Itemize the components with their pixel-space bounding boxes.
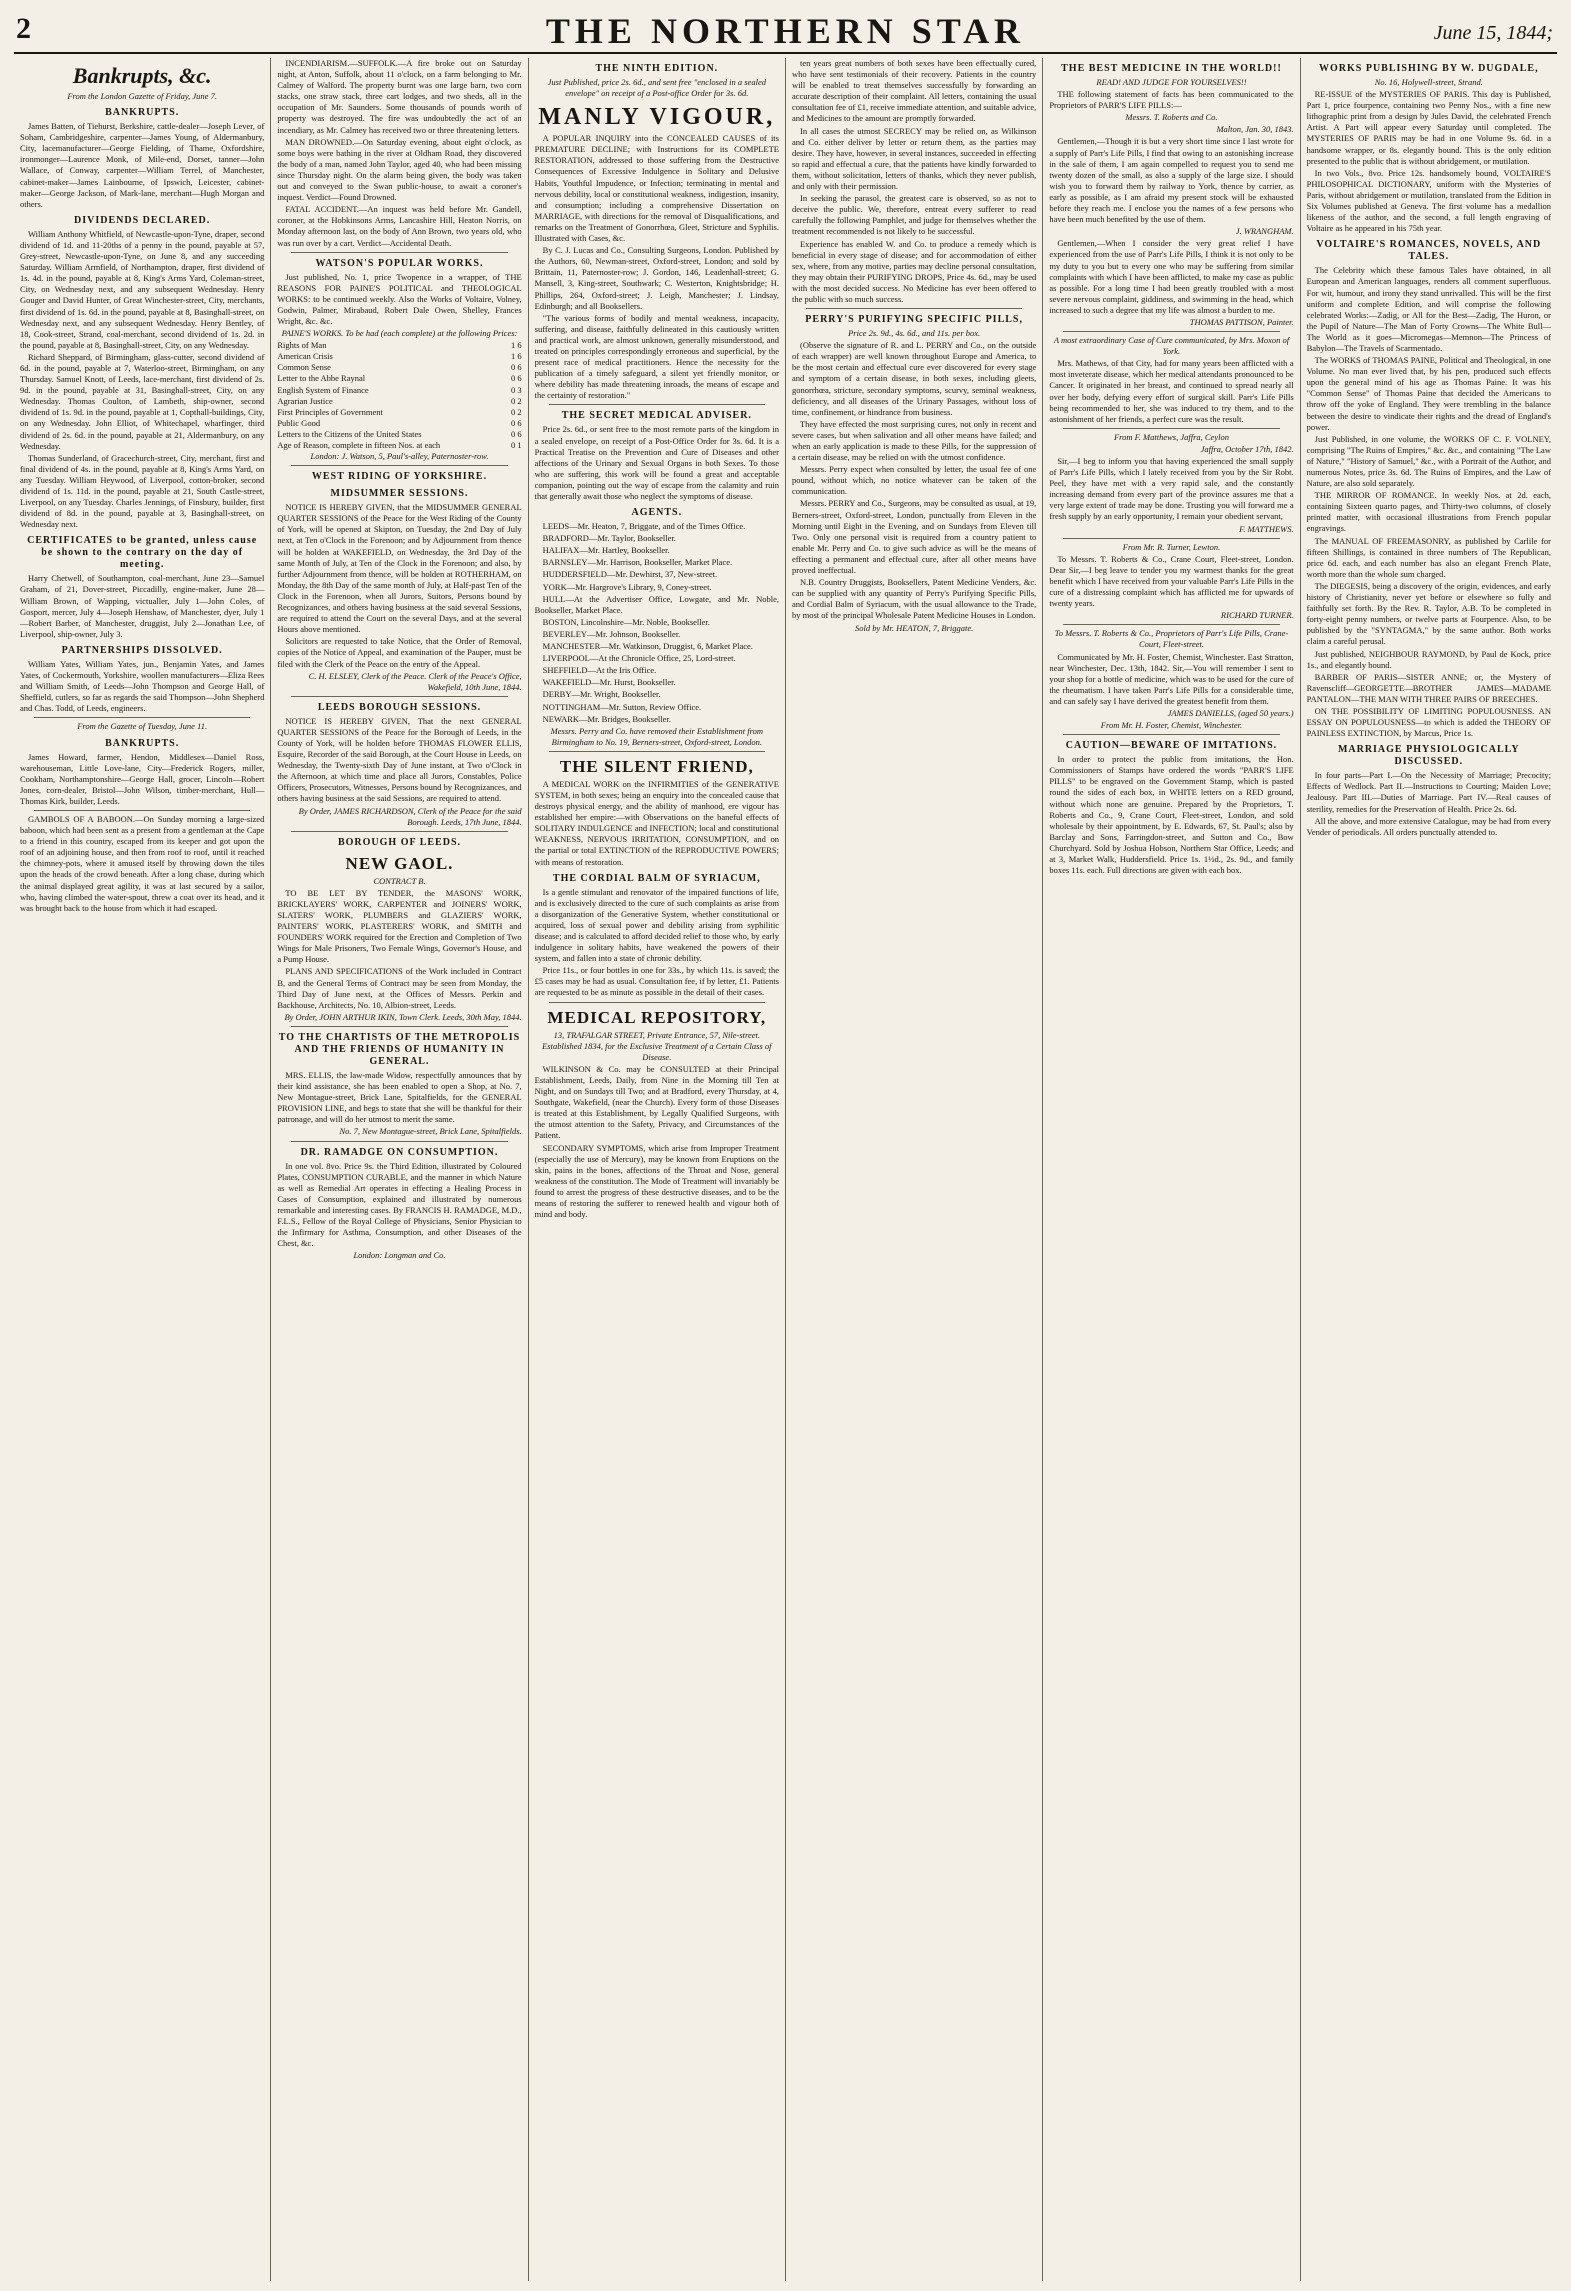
price-row: Age of Reason, complete in fifteen Nos. at each 0 1 xyxy=(277,440,522,450)
agent-item: DERBY—Mr. Wright, Bookseller. xyxy=(542,689,661,700)
drowned-text: MAN DROWNED.—On Saturday evening, about eight o'clock, as some boys were bathing in the river at Oldham Road, they discovered the body of a man, named John Taylor, aged 40, who had been missing since Thursday night. On the alarm being given, the body was taken out and conveyed to the Swan public-house, to await a coroner's inquest. Verdict—Found Drowned. xyxy=(277,136,522,203)
divider xyxy=(291,831,507,832)
column-5 xyxy=(1043,58,1300,2281)
agent-item: HUDDERSFIELD—Mr. Dewhirst, 37, New-street. xyxy=(542,569,718,580)
divider xyxy=(1063,624,1279,625)
divider xyxy=(291,252,507,253)
bankrupts-text: James Batten, of Tiehurst, Berkshire, cattle-dealer—Joseph Lever, of Soham, Cambridgeshire, carpenter—James Young, of Aldermanbury, City, lacemanufacturer—George Fielding, of Thame, Oxfordshire, ironmonger—Laurence Monk, of Mile-end, Dorset, tanner—John Wallace, of Conway, carpenter—William Terrel, of Manchester, cabinet-maker—James Lainbourne, of Ipswich, Leicester, cabinet-maker—George Jackson, of Mark-lane, merchant—Hugh Morgan and others. xyxy=(20,121,265,209)
divider xyxy=(549,751,765,752)
mysteries-text: RE-ISSUE of the MYSTERIES OF PARIS. This day is Published, Part 1, price fourpence, containing two Penny Nos., with a fine new lithographic print from a design by Jules David, the celebrated French Artist. A Part will appear every Saturday until completed. The MYSTERIES OF PARIS may be had in one Volume 9s. 6d. in a handsome wrapper, or 8s. elegantly bound. This is the only edition presented to the public that is without abridgement, or mutilation. xyxy=(1306,89,1551,166)
caution-text: In order to protect the public from imitations, the Hon. Commissioners of Stamps have ordered the words "PARR'S LIFE PILLS" to be engraved on the Government Stamp, which is pasted round the sides of each box, in WHITE letters on a RED ground, without which none are genuine. Prepared by the Proprietors, T. Roberts and Co., 9, Crane Court, Fleet-street, London, and sold wholesale by their appointment, by E. Edwards, 67, St. Paul's; also by Barclay and Sons, Farringdon-street, and Sutton and Co., Bow Churchyard. Sold by Joshua Hobson, Northern Star Office, Leeds; and at 3, Market Walk, Huddersfield. Price 1s. 1½d., 2s. 9d., and family boxes 11s. each. Full directions are given with each box. xyxy=(1049,754,1294,876)
divider xyxy=(1063,428,1279,429)
midsummer-label: MIDSUMMER SESSIONS. xyxy=(330,488,469,500)
consult-text: Experience has enabled W. and Co. to produce a remedy which is beneficial in every stage of disease; and for accommodation of either sex, where, from any motive, parties may decline personal consultation, they may obtain their PURIFYING DROPS, Price 4s. 6d., may be used with the most decided success. No Medicine has ever been offered to the public with so much success. xyxy=(791,238,1037,304)
contract-label: CONTRACT B. xyxy=(373,875,426,886)
agent-item: BOSTON, Lincolnshire—Mr. Noble, Bookseller. xyxy=(542,616,710,627)
winchester-to: To Messrs. T. Roberts & Co., Proprietors of Parr's Life Pills, Crane-Court, Fleet-street. xyxy=(1054,628,1289,650)
masthead xyxy=(14,8,1557,54)
medical-repository-heading: MEDICAL REPOSITORY, xyxy=(547,1007,767,1027)
agent-item: MANCHESTER—Mr. Watkinson, Druggist, 6, Market Place. xyxy=(542,641,753,652)
midsummer-text-2: Solicitors are requested to take Notice, that the Order of Removal, copies of the Notice of Appeal, and examination of the Pauper, must be filed with the Clerk of the Peace on the entry of the Appeal. xyxy=(277,636,522,669)
secret-text: Price 2s. 6d., or sent free to the most remote parts of the kingdom in a sealed envelope, on receipt of a Post-Office Order for 3s. 6d. It is a Practical Treatise on the Prevention and Cure of Diseases and other affections of the Urinary and Sexual Organs in both Sexes. To those who are suffering, this work will be found a great and acceptable companion, pointing out the way of escape from the calamity and ruin that generally await those who neglect the symptoms of disease. xyxy=(534,424,779,501)
barber-text: BARBER OF PARIS—SISTER ANNE; or, the Mystery of Ravenscliff—GEORGETTE—BROTHER JAMES—MADAME PANTALON—THE MAN WITH THREE PAIRS OF BREECHES. xyxy=(1306,671,1551,704)
price-row: Common Sense 0 6 xyxy=(277,362,522,373)
incendiarism-text: INCENDIARISM.—SUFFOLK.—A fire broke out on Saturday night, at Anton, Suffolk, about 11 o'clock, on a farm belonging to Mr. Calmey of Walford. The property burnt was one large barn, two corn stacks, one straw stack, three cart lodges, and two sheds, all in the occupation of Mr. Saunders. Some thousands of pounds worth of property was destroyed. The fire was undoubtedly the act of an incendiary, as Mr. Calmey has received two or three threatening letters. xyxy=(277,58,522,135)
watson-list-label: PAINE'S WORKS. To be had (each complete) at the following Prices: xyxy=(281,328,518,339)
divider xyxy=(1063,331,1279,332)
borough-heading: BOROUGH OF LEEDS. xyxy=(337,836,462,848)
divider xyxy=(34,810,250,811)
ceylon-text: Sir,—I beg to inform you that having experienced the small supply of Parr's Life Pills, which I lately received from you by the Sir Robt. Peel, they have met with a very rapid sale, and the constantly increasing demand from every part of the province assures me that a very large extent of trade may be done. Trusting you will forward me a fresh supply by an early opportunity, I remain your obedient servant, xyxy=(1049,456,1294,522)
price-row: First Principles of Government 0 2 xyxy=(277,406,522,417)
column-2 xyxy=(271,58,528,2281)
volney-text: Just Published, in one volume, the WORKS OF C. F. VOLNEY, comprising "The Ruins of Empires," &c. &c., and containing "The Law of Nature," "History of Samuel," &c., with a Portrait of the Author, and numerous Notes, price 3s. 6d. The Ruins of Empires, and the Law of Nature, are also sold separately. xyxy=(1306,433,1551,489)
west-riding-heading: WEST RIDING OF YORKSHIRE. xyxy=(311,471,488,483)
divider xyxy=(291,1141,507,1142)
romances-text: The Celebrity which these famous Tales have obtained, in all European and American languages, renders all comment superfluous. For wit, humour, and irony they stand unrivalled. This will be the first uniform and complete Edition, and will comprise the following celebrated Works:—Zadig, or All for the Best—Zadig, The Huron, or the Pupil of Nature—The Man of Forty Crowns—The White Bull—The World as it goes—Micromegas—Memnon—The Princess of Babylon—The Travels of Scarmentado. xyxy=(1306,265,1551,353)
column-1 xyxy=(14,58,271,2281)
midsummer-text: NOTICE IS HEREBY GIVEN, that the MIDSUMMER GENERAL QUARTER SESSIONS of the Peace for the West Riding of the County of York, will be opened at Skipton, on Tuesday, the 2nd Day of July next, at Ten o'Clock in the Forenoon; and by Adjournment from thence will be holden at WAKEFIELD, on Wednesday, the 3rd Day of the same Month of July, at Ten of the Clock in the Forenoon; and also, by further Adjournment from thence, will be holden at ROTHERHAM, on Monday, the 8th Day of the same month of July, at Half-past Ten of the Clock in the Forenoon, when all Jurors, Suitors, Persons bound by Recognizances, and others having business at the said several Sessions, are required to attend the Court on the several Days, and at the several Hours above mentioned. xyxy=(277,502,522,635)
tuesday-text: James Howard, farmer, Hendon, Middlesex—Daniel Ross, warehouseman, Little Love-lane, City—Frederick Rogers, miller, Cookham, Northamptonshire—George Hall, grocer, Lincoln—Robert Jones, corn-dealer, Bristol—John Wilson, timber-merchant, Hull—Thomas Kirk, builder, Leeds. xyxy=(20,751,265,806)
watson-intro: Just published, No. 1, price Twopence in a wrapper, of THE REASONS FOR PAINE'S POLITICAL and THEOLOGICAL WORKS: to be continued weekly. Also the Works of Voltaire, Volney, Godwin, Palmer, Mirabaud, Robert Dale Owen, Shelley, Frances Wright, &c. &c. xyxy=(277,271,522,326)
paine-text: The WORKS of THOMAS PAINE, Political and Theological, in one Volume. No man ever lived that, by his pen, produced such effects upon the general mind of his age as Thomas Paine. It was his "Common Sense" of Thomas Paine that decided the Americans to throw off the yoke of England. They were trembling in the balance between the desire to vindicate their rights and the dread of England's power. xyxy=(1306,355,1551,432)
price-row: English System of Finance 0 3 xyxy=(277,384,522,395)
lewton-text: To Messrs. T. Roberts & Co., Crane Court, Fleet-street, London. Dear Sir,—I beg leave to tender you my warmest thanks for the great benefit which I have received from your valuable Parr's Life Pills in the cure of a distressing complaint which has afflicted me for upwards of twenty years. xyxy=(1049,553,1294,609)
newspaper-title: THE NORTHERN STAR xyxy=(545,11,1026,51)
wilkinson-text-3: In seeking the parasol, the greatest care is observed, so as not to deceive the public. We, therefore, entreat every sufferer to read carefully the following Pamphlet, and judge for themselves whether the treatment recommended is not likely to be successful. xyxy=(791,193,1037,237)
tuesday-subhead: From the Gazette of Tuesday, June 11. xyxy=(77,721,208,732)
issue-date: June 15, 1844; xyxy=(1433,22,1553,44)
diegesis-text: The DIEGESIS, being a discovery of the origin, evidences, and early history of Christianity, never yet before or elsewhere so fully and faithfully set forth. By the Rev. R. Taylor, A.B. To be completed in forty-eight penny numbers, or twelve parts at Fourpence. Also, to be published by the "SYNTAGMA," by the same author. Both works claim a careful perusal. xyxy=(1306,580,1551,647)
divider xyxy=(291,1026,507,1027)
mirror-romance-text: THE MIRROR OF ROMANCE. In weekly Nos. at 2d. each, containing Sixteen quarto pages, and Thirty-two columns, of closely printed matter, with occasional illustrations from French popular engravings. xyxy=(1306,490,1551,534)
silent-text: A MEDICAL WORK on the INFIRMITIES of the GENERATIVE SYSTEM, in both sexes; being an enquiry into the concealed cause that destroys physical energy, and the ability of manhood, ere vigour has established her empire:—with Observations on the baneful effects of SOLITARY INDULGENCE and INFECTION; local and constitutional WEAKNESS, NERVOUS IRRITATION, CONSUMPTION, and on the partial or total EXTINCTION of the REPRODUCTIVE POWERS; with means of restoration. xyxy=(534,778,779,867)
ceylon-from: From F. Matthews, Jaffra, Ceylon xyxy=(1113,431,1229,442)
agent-item: BEVERLEY—Mr. Johnson, Bookseller. xyxy=(542,628,681,639)
price-row: Public Good 0 6 xyxy=(277,417,522,428)
letter-2-text: Gentlemen,—When I consider the very great relief I have experienced from the use of Parr's Life Pills, I think it is not only to be my duty to you but to every one who may be suffering from similar complaints with which I have been afflicted, to make my case as public as possible. For a long time I had been greatly troubled with a most severe nervous complaint, giddiness, and swimming in the head, which increased to such a degree that my life was almost a burden to me. xyxy=(1049,238,1294,315)
manly-vigour-heading: MANLY VIGOUR, xyxy=(538,104,776,131)
cordial-text: Is a gentle stimulant and renovator of the impaired functions of life, and is exclusively directed to the cure of such complaints as arise from a disorganization of the Generative System, whether constitutional or acquired, loss of sexual power and debility arising from syphilitic disease; and is calculated to afford decided relief to those who, by early indulgence in solitary habits, have weakened the powers of their system, and fallen into a state of chronic debility. xyxy=(534,886,779,964)
edition-heading: THE NINTH EDITION. xyxy=(595,63,719,74)
philosophy-text: ON THE POSSIBILITY OF LIMITING POPULOUSNESS. AN ESSAY ON POPULOUSNESS—to which is added the THEORY OF PAINLESS EXTINCTION, by Marcus, Price 1s. xyxy=(1306,705,1551,739)
agent-item: YORK—Mr. Hargrove's Library, 9, Coney-street. xyxy=(542,581,712,592)
physiology-heading: MARRIAGE PHYSIOLOGICALLY DISCUSSED. xyxy=(1337,744,1520,768)
letter-1-signature: J. WRANGHAM. xyxy=(1235,226,1294,237)
price-row: Letter to the Abbe Raynal 0 6 xyxy=(277,373,522,384)
divider xyxy=(291,465,507,466)
manly-text-3: "The various forms of bodily and mental weakness, incapacity, suffering, and disease, faithfully delineated in this cautiously written and practical work, are almost unknown, generally misunderstood, and treated on principles correspondingly erroneous and superficial, by the present race of medical practitioners. Hence the necessity for the publication of a timely safeguard, a silent yet friendly monitor, or where debility has made threatening inroads, the means of escape and the certainty of restoration." xyxy=(534,312,779,401)
edition-subhead: Just Published, price 2s. 6d., and sent free "enclosed in a sealed envelope" on receipt of a Post-office Order for 3s. 6d. xyxy=(547,77,766,99)
remarkable-text: Mrs. Mathews, of that City, had for many years been afflicted with a most inveterate disease, which her medical attendants pronounced to be Cancer. It originated in her breast, and continued to spread nearly all over her body, defying every effort of surgical skill. Parr's Life Pills being recommended to her, she was induced to try them, and to the astonishment of her friends, a perfect cure was the result. xyxy=(1049,358,1294,424)
dividends-text-3: Thomas Sunderland, of Gracechurch-street, City, merchant, first and final dividend of 4s. in the pound, payable at 8, King's Arms Yard, on any Tuesday. William Heywood, of Liverpool, cotton-broker, second dividend of 1s. 11d. in the pound, payable at 21, South Castle-street, Liverpool, on any Tuesday. Charles Jennings, of Finsbury, builder, first dividend of 8d. in the pound, payable at 3, Basinghall-street, on Wednesday next. xyxy=(20,452,265,530)
physiology-text: In four parts—Part I.—On the Necessity of Marriage; Precocity; Effects of Wedlock. Part II.—Instructions to Courting; Maiden Love; Jealousy. Part III.—Duties of Marriage. Part IV.—Real causes of sterility, remedies for the Preservation of Health. Price 2s. 6d. xyxy=(1306,770,1551,814)
romances-heading: VOLTAIRE'S ROMANCES, NOVELS, AND TALES. xyxy=(1316,239,1542,263)
agent-item: LIVERPOOL—At the Chronicle Office, 25, Lord-street. xyxy=(542,653,736,664)
medical-text: WILKINSON & Co. may be CONSULTED at their Principal Establishment, Leeds, Daily, from Nine in the Morning till Ten at Night, and on Sundays till Two; and at Bradford, every Thursday, at 4, Southgate, Wakefield, (near the Church). Every form of those Diseases is treated at this Establishment, by Legally Qualified Surgeons, with the utmost attention to the Safety, Privacy, and Circumstances of the Patient. xyxy=(534,1063,779,1141)
silent-friend-heading: THE SILENT FRIEND, xyxy=(559,756,754,776)
price-list xyxy=(277,340,521,451)
contract-text: TO BE LET BY TENDER, the MASONS' WORK, BRICKLAYERS' WORK, CARPENTER and JOINERS' WORK, SLATERS' WORK, PLUMBERS and GLAZIERS' WORK, PAINTERS' WORK, PLASTERERS' WORK, and SMITH and FOUNDERS' WORK required for the Erection and Completion of Two Wings for Male Prisoners, Two Female Wings, Governor's House, and a Pump House. xyxy=(277,887,522,965)
agents-footer: Messrs. Perry and Co. have removed their Establishment from Birmingham to No. 19, Berners-street, Oxford-street, London. xyxy=(550,725,763,747)
winchester-footer: From Mr. H. Foster, Chemist, Winchester. xyxy=(1100,720,1243,731)
letter-1-place: Malton, Jan. 30, 1843. xyxy=(1216,124,1294,135)
secret-adviser-heading: THE SECRET MEDICAL ADVISER. xyxy=(561,410,752,422)
ceylon-signature: F. MATTHEWS. xyxy=(1239,523,1294,534)
raymond-text: Just published, NEIGHBOUR RAYMOND, by Paul de Kock, price 1s., and elegantly bound. xyxy=(1306,648,1551,670)
letter-2-signature: THOMAS PATTISON, Painter. xyxy=(1189,316,1294,327)
column-6-footer: All the above, and more extensive Catalogue, may be had from every Vender of periodicals. All orders punctually attended to. xyxy=(1306,815,1551,837)
perrys-pills-heading: PERRY'S PURIFYING SPECIFIC PILLS, xyxy=(805,314,1023,326)
agents-heading: AGENTS. xyxy=(631,507,683,519)
agent-item: BARNSLEY—Mr. Harrison, Bookseller, Market Place. xyxy=(542,557,733,568)
agent-item: SHEFFIELD—At the Iris Office. xyxy=(542,665,657,676)
divider xyxy=(549,404,765,405)
leeds-text: NOTICE IS HEREBY GIVEN, That the next GENERAL QUARTER SESSIONS of the Peace for the Borough of Leeds, in the County of York, will be holden before THOMAS FLOWER ELLIS, Esquire, Recorder of the said Borough, at the Court House in Leeds, on Wednesday, the Twenty-sixth Day of June instant, at Two o'Clock in the Afternoon, at which time and place all Jurors, Constables, Police Officers, Prosecutors, Witnesses, Persons bound by Recognizances, and others having business at the said Sessions, are required to attend. xyxy=(277,715,522,804)
watson-heading: WATSON'S POPULAR WORKS. xyxy=(315,257,484,269)
midsummer-signature: C. H. ELSLEY, Clerk of the Peace. Clerk of the Peace's Office, Wakefield, 10th June, 1844. xyxy=(308,670,522,692)
bankrupts-label: BANKRUPTS. xyxy=(105,107,180,119)
ramadge-footer: London: Longman and Co. xyxy=(353,1250,446,1261)
winchester-signature: JAMES DANIELLS, (aged 50 years.) xyxy=(1167,707,1294,718)
lewton-from: From Mr. R. Turner, Lewton. xyxy=(1122,541,1221,552)
medical-text-2: SECONDARY SYMPTOMS, which arise from Improper Treatment (especially the use of Mercury), may be known from Eruptions on the skin, pains in the bones, affections of the Throat and Nose, general weakness of the constitution. The Mode of Treatment will invariably be found to arrest the progress of these destructive diseases, and to be the means of restoring the sufferer to renewed health and vigour both of mind and body. xyxy=(534,1142,779,1220)
divider xyxy=(34,717,250,718)
freemasonry-text: The MANUAL OF FREEMASONRY, as published by Carlile for fifteen Shillings, is contained in three numbers of The Republican, price 6d. each, and each number has also an elegant French Plate, worth more than the whole sum charged. xyxy=(1306,535,1551,579)
cordial-heading: THE CORDIAL BALM OF SYRIACUM, xyxy=(552,872,761,884)
dividends-text: William Anthony Whitfield, of Newcastle-upon-Tyne, draper, second dividend of 1d. and 11-20ths of a penny in the pound, payable at 57, Grey-street, Newcastle-upon-Tyne, on June 8, and any succeeding Saturday. William Armfield, of Northampton, draper, first dividend of 1s. 4d. in the pound, payable at 8, King's Arms Yard, Coleman-street, City, on Wednesday next, and any subsequent Wednesday. Henry Gouger and David Hunter, of Great Winchester-street, City, merchants, first dividend of 1s. 6d. in the pound, payable at 8, Basinghall-street, on Wednesday next, and any subsequent Wednesday. Henry Bentley, of 18, Cook-street, Strand, coal-merchant, second dividend of 1s. 2d. in the pound, payable at 8, Basinghall-street, City, on any Wednesday. xyxy=(20,228,265,350)
leeds-heading: LEEDS BOROUGH SESSIONS. xyxy=(317,701,482,713)
chartists-signature: No. 7, New Montague-street, Brick Lane, Spitalfields. xyxy=(339,1126,522,1137)
watson-footer: London: J. Watson, 5, Paul's-alley, Paternoster-row. xyxy=(310,451,489,462)
accident-text: FATAL ACCIDENT.—An inquest was held before Mr. Gandell, coroner, at the Hobkinsons Arms, Lancashire Hill, Heaton Norris, on Monday afternoon last, on the body of Ann Brown, two years old, who was run over by a cart. Verdict—Accidental Death. xyxy=(277,204,522,248)
divider xyxy=(1063,734,1279,735)
perrys-text-4: Messrs. PERRY and Co., Surgeons, may be consulted as usual, at 19, Berners-street, Oxford-street, London, punctually from Eleven in the Morning until Eight in the Evening, and on Sundays from Eleven till Two. Only one personal visit is required from a country patient to enable Mr. Perry and Co. to give such advice as will be the means of effecting a permanent and effectual cure, after all other means have proved ineffectual. xyxy=(791,498,1037,576)
dissolved-label: PARTNERSHIPS DISSOLVED. xyxy=(61,644,223,656)
perrys-text-2: They have effected the most surprising cures, not only in recent and severe cases, but when salivation and all other means have failed; and when an early application is made to these Pills, for the suppression of a certain disease, may be relied on with the utmost confidence. xyxy=(791,418,1037,463)
best-medicine-heading: THE BEST MEDICINE IN THE WORLD!! xyxy=(1061,63,1282,74)
manly-text: A POPULAR INQUIRY into the CONCEALED CAUSES of its PREMATURE DECLINE; with Instructions for its COMPLETE RESTORATION, addressed to those suffering from the Destructive Consequences of Excessive Indulgence in Solitary and Delusive Habits, Youthful Impudence, or Infection; terminating in mental and nervous debility, local or constitutional weakness, indigestion, insanity, and consumption; including a comprehensive Dissertation on MARRIAGE, with directions for the removal of Disqualifications, and remarks on the Treatment of Gonorrhœa, Gleet, Stricture and Syphilis. Illustrated with Cases, &c. xyxy=(534,133,779,244)
divider xyxy=(291,696,507,697)
tuesday-label: BANKRUPTS. xyxy=(105,737,180,749)
column-3 xyxy=(529,58,786,2281)
best-medicine-subhead: READ! AND JUDGE FOR YOURSELVES!! xyxy=(1096,77,1247,87)
dugdale-heading: WORKS PUBLISHING BY W. DUGDALE, xyxy=(1319,63,1539,74)
wilkinson-text-2: In all cases the utmost SECRECY may be relied on, as Wilkinson and Co. either deliver by letter or return them, as the parties may desire. They have, however, in several instances, succeeded in effecting so rapid and effectual a cure, that the patients have kindly forwarded to them, without solicitation, letters of thanks, which they never publish, and only with their permission. xyxy=(791,125,1037,192)
chartists-heading: TO THE CHARTISTS OF THE METROPOLIS AND THE FRIENDS OF HUMANITY IN GENERAL. xyxy=(278,1031,521,1067)
price-row: Letters to the Citizens of the United States 0 6 xyxy=(277,428,522,439)
wilkinson-text: ten years great numbers of both sexes have been effectually cured, who have sent testimonials of their recovery. Patients in the country will be enabled to treat themselves successfully by forwarding an accurate description of their complaint. All letters, containing the usual consultation fee of £1, receive immediate attention, and suitable advice, and Medicines to the amount are promptly forwarded. xyxy=(791,58,1037,124)
caution-heading: CAUTION—BEWARE OF IMITATIONS. xyxy=(1065,740,1278,752)
column-4 xyxy=(786,58,1043,2281)
price-row: American Crisis 1 6 xyxy=(277,351,522,362)
agent-item: WAKEFIELD—Mr. Hurst, Bookseller. xyxy=(542,677,676,688)
certificates-label: CERTIFICATES to be granted, unless cause be shown to the contrary on the day of meeting. xyxy=(27,535,258,571)
dividends-text-2: Richard Sheppard, of Birmingham, glass-cutter, second dividend of 6d. in the pound, payable at 7, Waterloo-street, Birmingham, on any Thursday. Samuel Knott, of Leeds, lace-merchant, first dividend of 2s. 9d. in the pound, payable at 31, Basinghall-street, City, on any Wednesday. Thomas Coulton, of Lambeth, ship-owner, second dividend of 1s. 9d. in the pound, payable at 1, Copthall-buildings, City, on any Wednesday. John Elliot, of Whitechapel, wharfinger, third dividend of 2s. 6d. in the pound, payable at 21, Aldermanbury, on any Wednesday. xyxy=(20,351,265,451)
agent-item: HULL—At the Advertiser Office, Lowgate, and Mr. Noble, Bookseller, Market Place. xyxy=(534,593,779,615)
price-row: Rights of Man 1 6 xyxy=(277,340,522,351)
price-row: Agrarian Justice 0 2 xyxy=(277,395,522,406)
manly-text-2: By C. J. Lucas and Co., Consulting Surgeons, London. Published by the Authors, 60, Newman-street, Oxford-street, London; and sold by Brittain, 11, Paternoster-row; J. Gordon, 146, Leadenhall-street; G. Mansell, 3, King-street, Southwark; C. Westerton, Knightsbridge; H. Phillips, 264, Oxford-street; J. Leigh, Manchester; J. Lindsay, Edinburgh; and all Booksellers. xyxy=(534,245,779,311)
divider xyxy=(806,308,1022,309)
dissolved-text: William Yates, William Yates, jun., Benjamin Yates, and James Yates, of Cockermouth, Yorkshire, woollen manufacturers—Eliza Rees and William Smith, of Leeds—John Thompson and George Hall, of Sheffield, cutlers, so far as regards the said Thompson—John Shepherd and Chas. Todd, of Leeds, engineers. xyxy=(20,658,265,714)
column-4-footer: Sold by Mr. HEATON, 7, Briggate. xyxy=(855,622,974,633)
gaol-heading: NEW GAOL. xyxy=(345,853,454,873)
winchester-text: Communicated by Mr. H. Foster, Chemist, Winchester. East Stratton, near Winchester, Dec. 13th, 1842. Sir,—You will remember I sent to your shop for a bottle of medicine, which was to be used for the cure of the rheumatism. I have taken Parr's Life Pills for a considerable time, and can safely say I have derived the greatest benefit from them. xyxy=(1049,651,1294,706)
cordial-text-2: Price 11s., or four bottles in one for 33s., by which 11s. is saved; the £5 cases may be had as usual. Consultation fee, if by letter, £1. Patients are requested to be as minute as possible in the detail of their cases. xyxy=(534,965,779,998)
divider xyxy=(549,1002,765,1003)
divider xyxy=(1063,538,1279,539)
dividends-label: DIVIDENDS DECLARED. xyxy=(74,214,211,226)
gambols-text: GAMBOLS OF A BABOON.—On Sunday morning a large-sized baboon, which had been sent as a present from a gentleman at the Cape to a friend in this country, escaped from its keeper and got upon the roof of an adjoining house, and then from roof to roof, until it reached the chimney-pots, where it amused itself by throwing down the tiles upon the heads of the crowd beneath. After a long chase, during which the animal displayed great agility, it was at last secured by a sailor, who, having climbed the water-spout, threw a coat over its head, and it was brought back to the house from which it had escaped. xyxy=(20,813,265,913)
lewton-signature: RICHARD TURNER. xyxy=(1220,610,1294,621)
contract-text-2: PLANS AND SPECIFICATIONS of the Work included in Contract B, and the General Terms of Contract may be seen from Monday, the Third Day of June next, at the Offices of Messrs. Perkin and Backhouse, Architects, No. 10, Albion-street, Leeds. xyxy=(277,966,522,1010)
dugdale-address: No. 16, Holywell-street, Strand. xyxy=(1374,77,1483,87)
remarkable-heading: A most extraordinary Case of Cure communicated, by Mrs. Moxon of York. xyxy=(1053,335,1290,357)
perrys-text-3: Messrs. Perry expect when consulted by letter, the usual fee of one pound, without which, no notice whatever can be taken of the communication. xyxy=(791,464,1037,497)
parrs-intro: THE following statement of facts has been communicated to the Proprietors of PARR'S LIFE PILLS:— xyxy=(1049,89,1294,111)
perrys-text: (Observe the signature of R. and L. PERRY and Co., on the outside of each wrapper) are well known throughout Europe and America, to be the most certain and effectual cure ever discovered for every stage and symptom of a certain disease, in both sexes, including gleets, gonorrhœa, stricture, secondary symptoms, scurvy, seminal weakness, deficiency, and all diseases of the Urinary Passages, without loss of time, confinement, or hindrance from business. xyxy=(791,340,1037,417)
chartists-text: MRS. ELLIS, the law-made Widow, respectfully announces that by their kind assistance, she has been enabled to open a Shop, at No. 7, New Montague-street, Brick Lane, Spitalfields, for the GENERAL PROVISION LINE, and begs to state that she will be thankful for their patronage, and will do her utmost to merit the same. xyxy=(277,1069,522,1125)
perrys-text-5: N.B. Country Druggists, Booksellers, Patent Medicine Venders, &c. can be supplied with any quantity of Perry's Purifying Specific Pills, and Cordial Balm of Syriacum, with the usual allowance to the Trade, by most of the principal Wholesale Patent Medicine Houses in London. xyxy=(791,577,1037,621)
column-6 xyxy=(1301,58,1557,2281)
bankrupts-heading: Bankrupts, &c. xyxy=(72,63,212,88)
letter-1-text: Gentlemen,—Though it is but a very short time since I last wrote for a supply of Parr's Life Pills, I find that owing to an astonishing increase in the sale of them, I am again compelled to request you to send me twenty dozen of the small, as also a supply of the large size. I should wish you to forward them by railway to York, thence by carrier, as early as possible, as I am afraid my present stock will be exhausted before they reach me. I enclose you the names of a few persons who have been much benefited by the use of them. xyxy=(1049,136,1294,225)
ceylon-date: Jaffra, October 17th, 1842. xyxy=(1200,443,1294,454)
agents-list xyxy=(535,521,779,725)
perrys-subhead: Price 2s. 9d., 4s. 6d., and 11s. per box. xyxy=(848,328,981,339)
agent-item: NEWARK—Mr. Bridges, Bookseller. xyxy=(542,713,671,724)
agent-item: NOTTINGHAM—Mr. Sutton, Review Office. xyxy=(542,701,702,712)
agent-item: HALIFAX—Mr. Hartley, Bookseller. xyxy=(542,545,670,556)
leeds-signature: By Order, JAMES RICHARDSON, Clerk of the Peace for the said Borough. Leeds, 17th June, 1844. xyxy=(298,805,522,827)
gazette-subhead: From the London Gazette of Friday, June 7. xyxy=(67,91,217,101)
contract-signature: By Order, JOHN ARTHUR IKIN, Town Clerk. Leeds, 30th May, 1844. xyxy=(284,1011,522,1022)
ramadge-heading: DR. RAMADGE ON CONSUMPTION. xyxy=(300,1146,499,1158)
letter-1-to: Messrs. T. Roberts and Co. xyxy=(1125,112,1218,123)
ramadge-text: In one vol. 8vo. Price 9s. the Third Edition, illustrated by Coloured Plates, CONSUMPTION CURABLE, and the manner in which Nature as well as Remedial Art operates in effecting a Healing Process in Cases of Consumption, explained and illustrated by numerous remarkable and interesting cases. By FRANCIS H. RAMADGE, M.D., F.L.S., Fellow of the Royal College of Physicians, Senior Physician to the Infirmary for Asthma, Consumption, and other Diseases of the Chest, &c. xyxy=(277,1160,522,1249)
agent-item: LEEDS—Mr. Heaton, 7, Briggate, and of the Times Office. xyxy=(542,521,746,532)
columns xyxy=(14,58,1557,2281)
page-number: 2 xyxy=(16,12,31,45)
voltaire-text: In two Vols., 8vo. Price 12s. handsomely bound, VOLTAIRE'S PHILOSOPHICAL DICTIONARY, uniform with the Mysteries of Paris, without abridgement or mutilation, translated from the Edition in Six Volumes published at Geneva. The first volume has a medallion likeness of the author, and the second, a full length engraving of Voltaire as he appeared in his 75th year. xyxy=(1306,167,1551,234)
medical-subhead: 13, TRAFALGAR STREET, Private Entrance, 57, Nile-street. Established 1834, for the Exclusive Treatment of a Certain Class of Disease. xyxy=(542,1029,772,1062)
certificates-text: Harry Chetwell, of Southampton, coal-merchant, June 23—Samuel Graham, of 21, Dover-street, Piccadilly, engine-maker, June 28—William Brown, of Wapping, victualler, July 1—John Coles, of Gosport, mercer, July 4—Joseph Henshaw, of Manchester, dyer, July 1—Robert Barber, of Manchester, druggist, July 2—Jonathan Lee, of Liverpool, ship-owner, July 3. xyxy=(20,573,265,639)
agent-item: BRADFORD—Mr. Taylor, Bookseller. xyxy=(542,533,676,544)
